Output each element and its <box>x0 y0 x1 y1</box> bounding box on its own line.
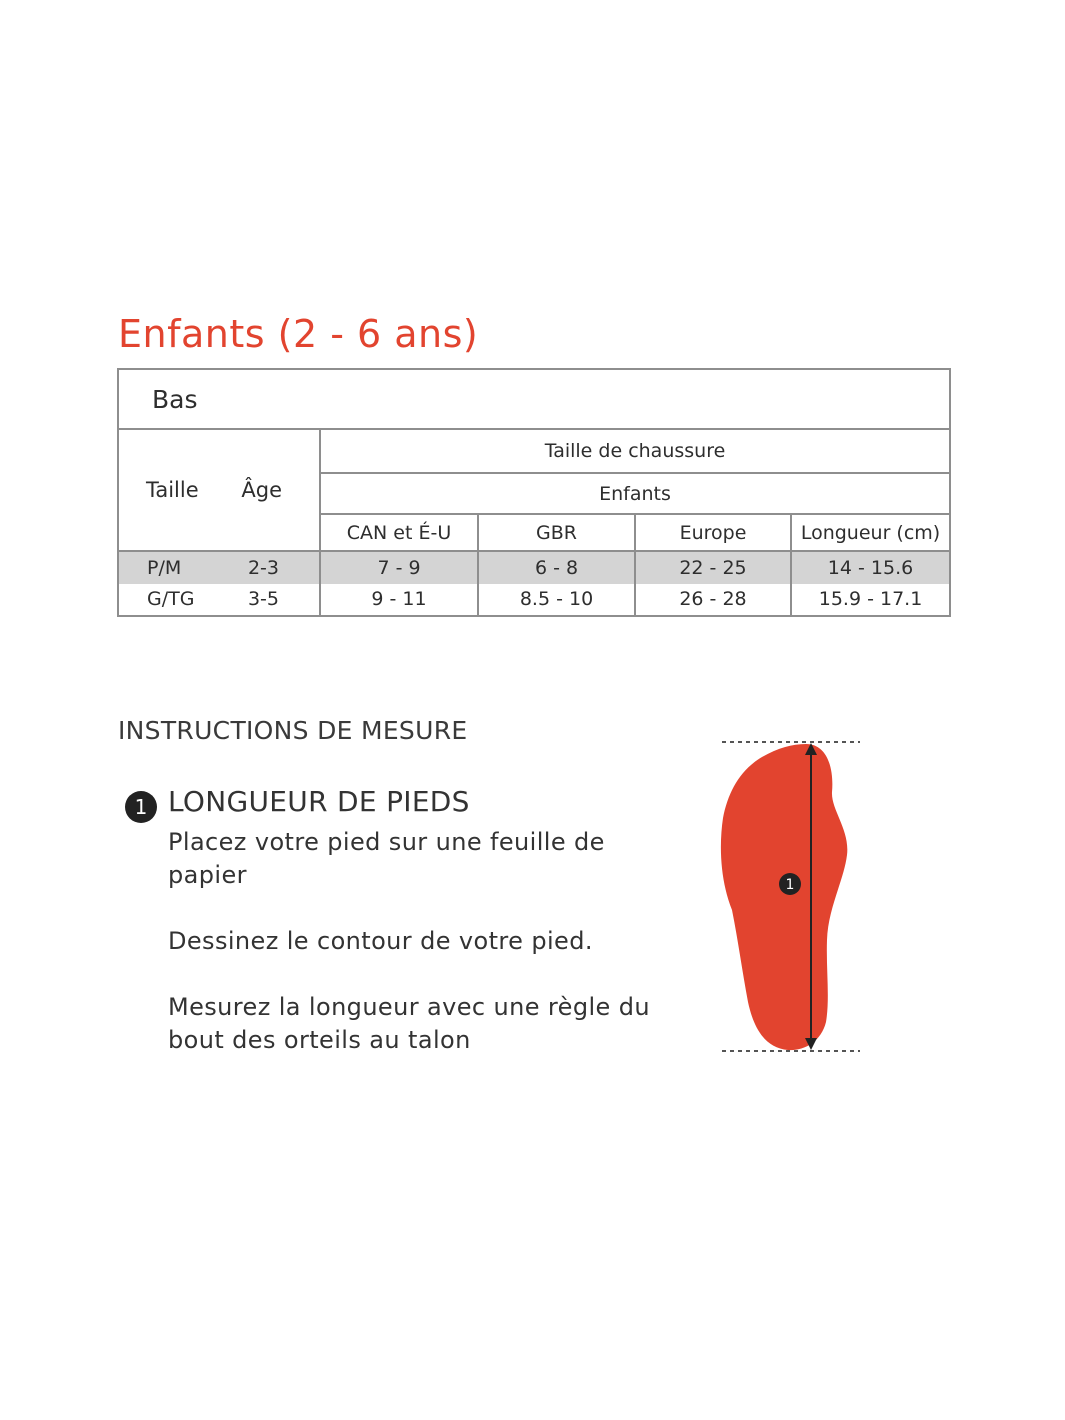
table-section-label: Bas <box>118 369 950 429</box>
size-table <box>117 368 951 617</box>
column-header-gbr: GBR <box>478 514 635 552</box>
shoe-size-header: Taille de chaussure <box>320 429 950 473</box>
instruction-paragraph-1: Placez votre pied sur une feuille de papier <box>168 828 605 889</box>
row-size-age <box>118 551 320 583</box>
step-number-badge: 1 <box>125 791 157 823</box>
foot-outline-icon <box>710 730 870 1065</box>
column-header-europe: Europe <box>635 514 791 552</box>
cell-longueur: 14 - 15.6 <box>791 551 950 583</box>
instruction-paragraph-3: Mesurez la longueur avec une règle du bout des orteils au talon <box>168 993 650 1054</box>
header-age: Âge <box>241 478 282 503</box>
children-header: Enfants <box>320 473 950 514</box>
cell-age: 2-3 <box>247 557 279 579</box>
header-taille: Taille <box>146 478 199 503</box>
cell-gbr: 8.5 - 10 <box>478 584 635 616</box>
row-size-age <box>118 584 320 616</box>
instruction-paragraph-2: Dessinez le contour de votre pied. <box>168 927 593 955</box>
cell-age: 3-5 <box>247 588 279 611</box>
size-age-header <box>118 429 320 551</box>
cell-taille: P/M <box>147 557 182 579</box>
cell-taille: G/TG <box>147 588 195 611</box>
cell-europe: 22 - 25 <box>635 551 791 583</box>
instructions-heading: INSTRUCTIONS DE MESURE <box>118 716 468 745</box>
column-header-longueur: Longueur (cm) <box>791 514 950 552</box>
cell-can-eu: 7 - 9 <box>320 551 478 583</box>
cell-longueur: 15.9 - 17.1 <box>791 584 950 616</box>
table-row <box>118 584 950 616</box>
marker-label: 1 <box>785 877 795 893</box>
table-row <box>118 551 950 583</box>
cell-europe: 26 - 28 <box>635 584 791 616</box>
column-header-can-eu: CAN et É-U <box>320 514 478 552</box>
page-title: Enfants (2 - 6 ans) <box>118 312 479 356</box>
cell-gbr: 6 - 8 <box>478 551 635 583</box>
foot-shape <box>721 744 847 1050</box>
step-title: LONGUEUR DE PIEDS <box>168 785 470 818</box>
cell-can-eu: 9 - 11 <box>320 584 478 616</box>
